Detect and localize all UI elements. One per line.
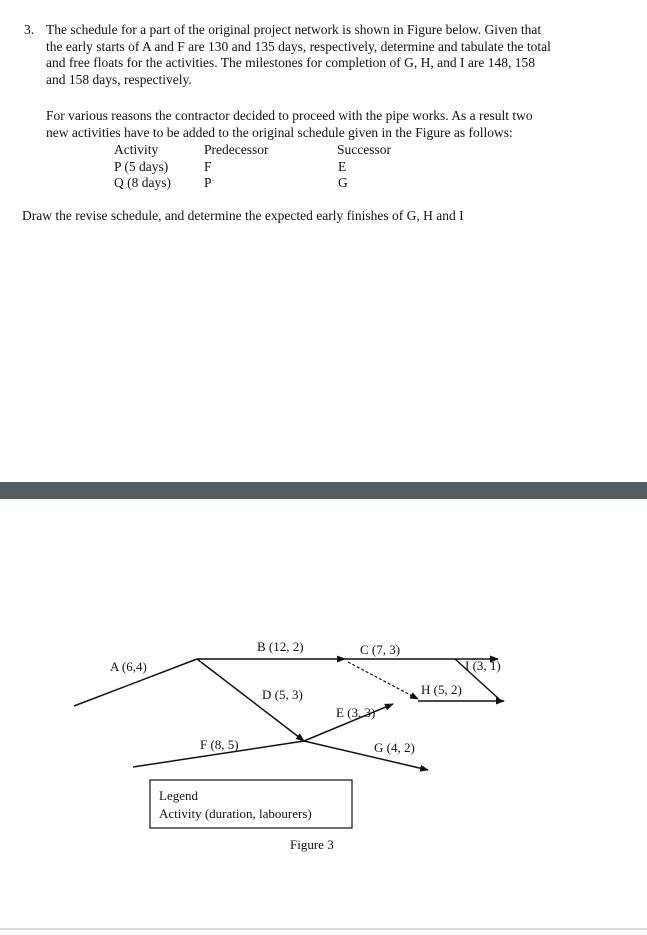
network-diagram bbox=[0, 499, 647, 930]
additional-activities-paragraph bbox=[46, 108, 611, 141]
label-d: D (5, 3) bbox=[262, 687, 303, 702]
paragraph-line: For various reasons the contractor decided to proceed with the pipe works. As a result two bbox=[46, 108, 533, 123]
label-c: C (7, 3) bbox=[360, 642, 401, 657]
table-column-activity bbox=[114, 142, 171, 192]
paragraph-line: new activities have to be added to the original schedule given in the Figure as follows: bbox=[46, 124, 513, 140]
question-number: 3. bbox=[24, 22, 35, 37]
table-cell: G bbox=[338, 175, 348, 190]
legend-text: Activity (duration, labourers) bbox=[159, 806, 312, 821]
paragraph-line: and 158 days, respectively. bbox=[46, 71, 192, 87]
table-cell: P bbox=[204, 175, 212, 190]
label-e: E (3, 3) bbox=[336, 705, 376, 720]
instruction-text: Draw the revise schedule, and determine the expected early finishes of G, H and I bbox=[22, 208, 464, 223]
label-f: F (8, 5) bbox=[200, 737, 239, 752]
legend-title: Legend bbox=[159, 788, 198, 803]
problem-paragraph bbox=[46, 22, 611, 88]
table-column-predecessor bbox=[204, 142, 268, 192]
dummy-dashed-arrow bbox=[348, 662, 418, 699]
page-divider bbox=[0, 482, 647, 499]
table-cell: E bbox=[338, 158, 347, 174]
paragraph-line: the early starts of A and F are 130 and 135 days, respectively, determine and tabulate the total bbox=[46, 38, 551, 54]
figure-caption: Figure 3 bbox=[290, 837, 334, 852]
table-cell: F bbox=[204, 158, 212, 174]
table-cell: Q (8 days) bbox=[114, 175, 171, 190]
label-b: B (12, 2) bbox=[257, 639, 304, 654]
paragraph-line: and free floats for the activities. The milestones for completion of G, H, and I are 148, 158 bbox=[46, 55, 535, 70]
table-header-activity: Activity bbox=[114, 142, 159, 157]
label-a: A (6,4) bbox=[110, 659, 147, 674]
table-header-successor: Successor bbox=[337, 142, 391, 157]
table-cell: P (5 days) bbox=[114, 158, 169, 174]
figure-page bbox=[0, 499, 647, 930]
label-h: H (5, 2) bbox=[421, 682, 462, 697]
table-column-successor bbox=[337, 142, 391, 192]
label-i: I (3, 1) bbox=[465, 658, 501, 673]
paragraph-line: The schedule for a part of the original project network is shown in Figure below. Given that bbox=[46, 22, 542, 37]
table-header-predecessor: Predecessor bbox=[204, 142, 269, 157]
label-g: G (4, 2) bbox=[374, 740, 415, 755]
